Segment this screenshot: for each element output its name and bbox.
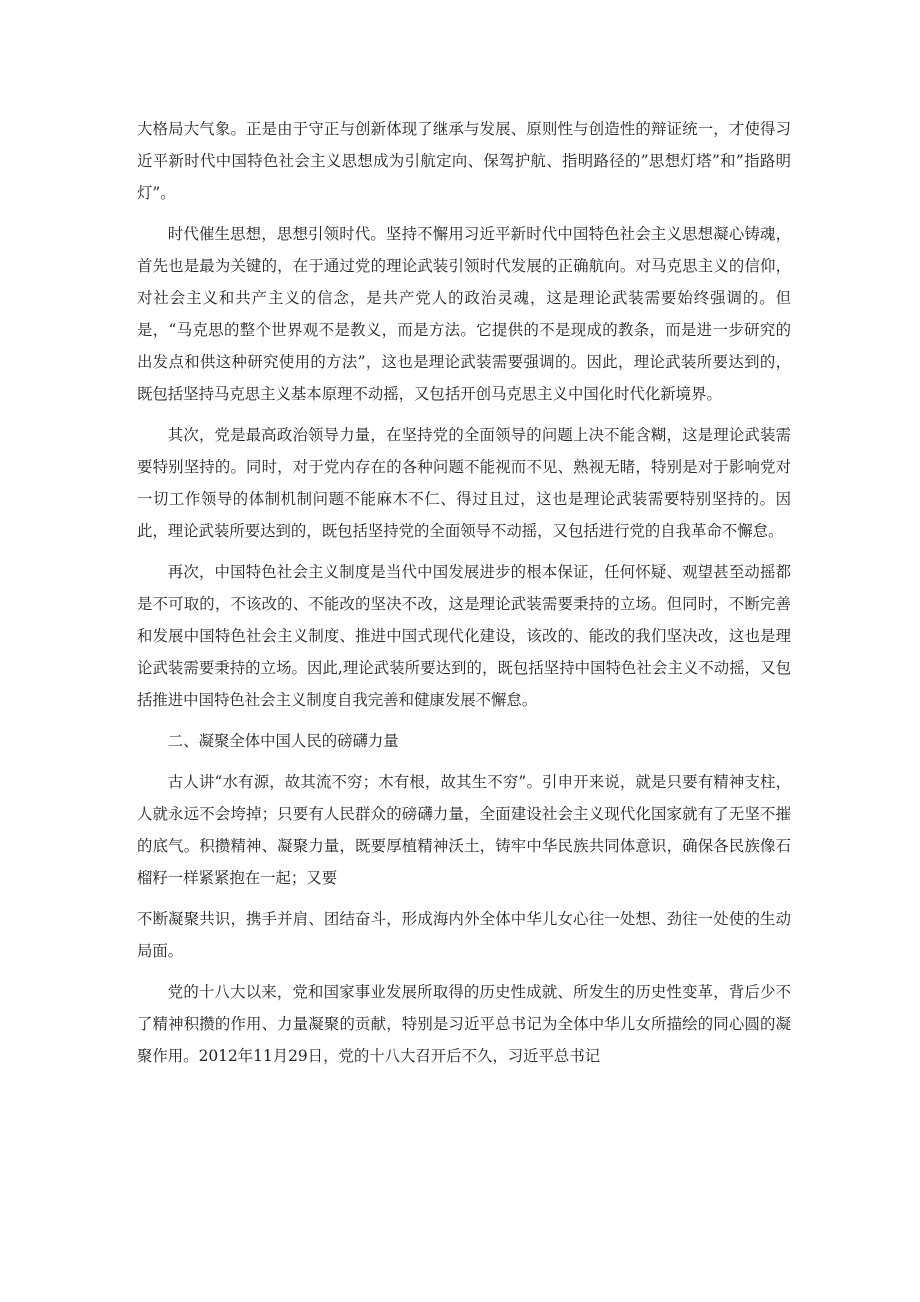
paragraph-2: 时代催生思想，思想引领时代。坚持不懈用习近平新时代中国特色社会主义思想凝心铸魂，首先也是最为关键的，在于通过党的理论武装引领时代发展的正确航向。对马克思主义的信仰，对社会主义和共产主义的信念，是共产党人的政治灵魂，这是理论武装需要始终强调的。但是，“马克思的整个世界观不是教义，而是方法。它提供的不是现成的教条，而是进一步研究的出发点和供这种研究使用的方法”，这也是理论武装需要强调的。因此，理论武装所要达到的，既包括坚持马克思主义基本原理不动摇，又包括开创马克思主义中国化时代化新境界。 [137,225,791,403]
section-heading: 二、凝聚全体中国人民的磅礴力量 [167,732,399,750]
paragraph-3: 其次，党是最高政治领导力量，在坚持党的全面领导的问题上决不能含糊，这是理论武装需要特别坚持的。同时，对于党内存在的各种问题不能视而不见、熟视无睹，特别是对于影响党对一切工作领导的体制机制问题不能麻木不仁、得过且过，这也是理论武装需要特别坚持的。因此，理论武装所要达到的，既包括坚持党的全面领导不动摇，又包括进行党的自我革命不懈怠。 [137,426,791,540]
paragraph-1: 大格局大气象。正是由于守正与创新体现了继承与发展、原则性与创造性的辩证统一，才使得习近平新时代中国特色社会主义思想成为引航定向、保驾护航、指明路径的”思想灯塔”和”指路明灯”。 [137,120,791,202]
document-body [137,113,791,1081]
paragraph-4: 再次，中国特色社会主义制度是当代中国发展进步的根本保证，任何怀疑、观望甚至动摇都是不可取的，不该改的、不能改的坚决不改，这是理论武装需要秉持的立场。但同时，不断完善和发展中国特色社会主义制度、推进中国式现代化建设，该改的、能改的我们坚决改，这也是理论武装需要秉持的立场。因此,理论武装所要达到的，既包括坚持中国特色社会主义不动摇，又包括推进中国特色社会主义制度自我完善和健康发展不懈怠。 [137,563,791,709]
paragraph-5: 古人讲“水有源，故其流不穷；木有根，故其生不穷”。引申开来说，就是只要有精神支柱，人就永远不会垮掉；只要有人民群众的磅礴力量，全面建设社会主义现代化国家就有了无坚不摧的底气。积攒精神、凝聚力量，既要厚植精神沃土，铸牢中华民族共同体意识，确保各民族像石榴籽一样紧紧抱在一起；又要 [137,773,791,887]
paragraph-7: 党的十八大以来，党和国家事业发展所取得的历史性成就、所发生的历史性变革，背后少不了精神积攒的作用、力量凝聚的贡献，特别是习近平总书记为全体中华儿女所描绘的同心圆的凝聚作用。2012年11月29日，党的十八大召开后不久，习近平总书记 [137,983,791,1065]
paragraph-6: 不断凝聚共识，携手并肩、团结奋斗，形成海内外全体中华儿女心往一处想、劲往一处使的生动局面。 [137,910,791,960]
